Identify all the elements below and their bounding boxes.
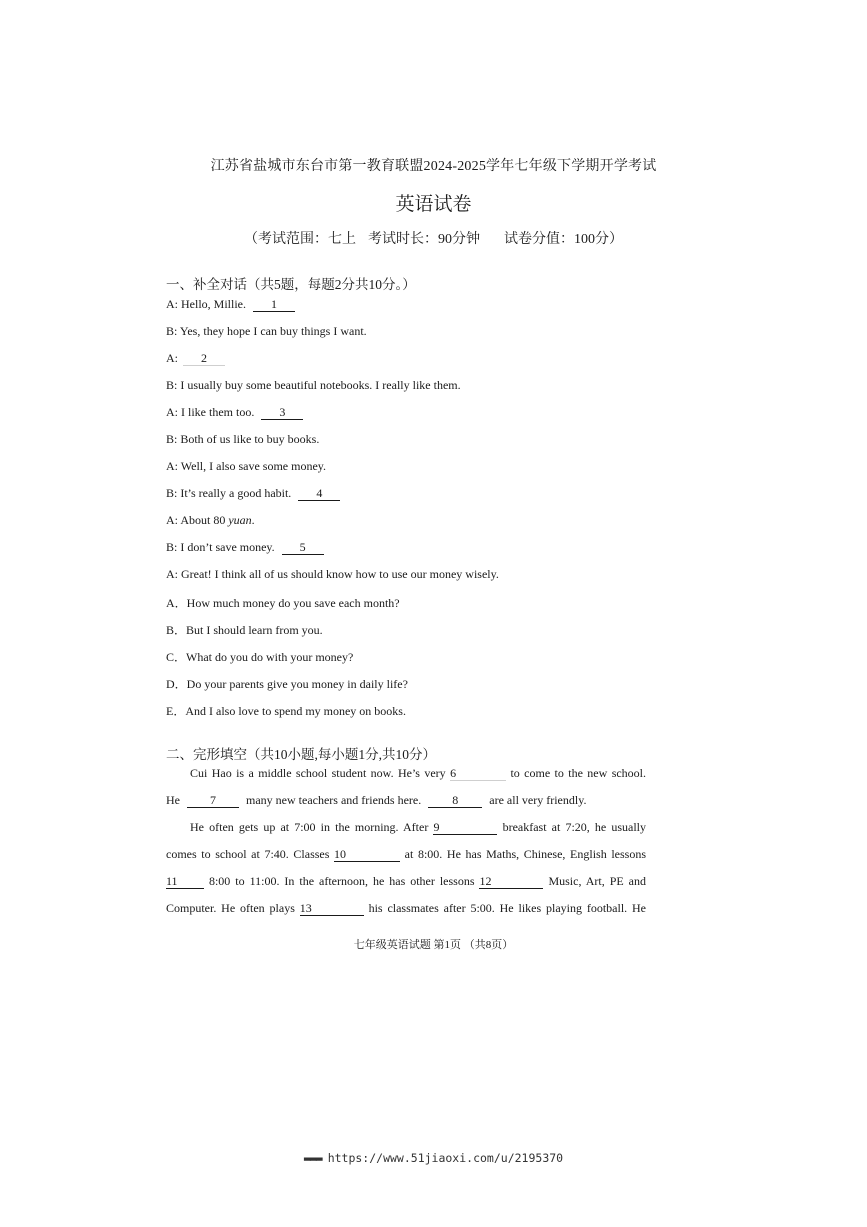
dialog-text: B: It’s really a good habit. <box>166 486 292 500</box>
dialog-line: B: Both of us like to buy books. <box>166 432 320 446</box>
option-c: C．What do you do with your money? <box>166 650 354 664</box>
dialog-line <box>166 405 303 420</box>
dialog-text: A: About 80 <box>166 513 229 527</box>
passage-text: breakfast at 7:20, he usually <box>502 820 646 834</box>
passage-line <box>190 820 646 835</box>
option-a: A．How much money do you save each month? <box>166 596 400 610</box>
passage-line <box>166 901 646 916</box>
dialog-line <box>166 351 225 366</box>
passage-text: 8:00 to 11:00. In the afternoon, he has other lessons <box>208 874 475 888</box>
dialog-line <box>166 513 255 528</box>
option-b: B．But I should learn from you. <box>166 623 323 637</box>
answer-blank: 7 <box>187 794 239 808</box>
answer-blank: 1 <box>253 298 295 312</box>
answer-blank: 2 <box>183 352 225 366</box>
dialog-text: . <box>251 513 255 527</box>
dialog-line: A: Well, I also save some money. <box>166 459 327 473</box>
answer-blank: 8 <box>428 794 482 808</box>
answer-blank: 4 <box>298 487 340 501</box>
dialog-italic-text: yuan <box>228 513 252 527</box>
answer-blank: 10 <box>334 848 400 862</box>
passage-line <box>166 874 646 889</box>
exam-scope: （考试范围：七上 <box>244 232 356 247</box>
passage-text: Computer. He often plays <box>166 901 295 915</box>
exam-info <box>0 228 867 248</box>
url-text: https://www.51jiaoxi.com/u/2195370 <box>327 1151 564 1165</box>
passage-text: many new teachers and friends here. <box>246 793 422 807</box>
option-d: D．Do your parents give you money in daily life? <box>166 677 408 691</box>
passage-text: his classmates after 5:00. He likes playing football. He <box>368 901 647 915</box>
passage-line <box>190 766 646 781</box>
section1-heading: 一、补全对话（共5题，每题2分共10分。） <box>166 277 416 292</box>
exam-subject: 英语试卷 <box>395 194 472 215</box>
passage-line <box>166 793 646 808</box>
exam-title: 江苏省盐城市东台市第一教育联盟2024-2025学年七年级下学期开学考试 <box>210 159 657 174</box>
passage-text: to come to the new school. <box>510 766 647 780</box>
watermark-url <box>0 1151 867 1165</box>
url-decoration-icon: ▬▬▬ <box>303 1151 322 1165</box>
passage-text: are all very friendly. <box>489 793 587 807</box>
dialog-line <box>166 486 340 501</box>
passage-text: at 8:00. He has Maths, Chinese, English lessons <box>404 847 646 861</box>
passage-text: He <box>166 793 180 807</box>
dialog-line <box>166 297 295 312</box>
dialog-line: A: Great! I think all of us should know how to use our money wisely. <box>166 567 499 581</box>
dialog-text: A: <box>166 351 178 365</box>
answer-blank: 5 <box>282 541 324 555</box>
passage-text: Music, Art, PE and <box>548 874 646 888</box>
section2-heading: 二、完形填空（共10小题,每小题1分,共10分） <box>166 747 436 762</box>
passage-text: He often gets up at 7:00 in the morning. After <box>190 820 429 834</box>
passage-text: comes to school at 7:40. Classes <box>166 847 330 861</box>
answer-blank: 13 <box>300 902 364 916</box>
dialog-line: B: I usually buy some beautiful notebooks. I really like them. <box>166 378 461 392</box>
passage-text: Cui Hao is a middle school student now. He’s very <box>190 766 446 780</box>
answer-blank: 11 <box>166 875 204 889</box>
dialog-text: A: Hello, Millie. <box>166 297 246 311</box>
dialog-line: B: Yes, they hope I can buy things I want. <box>166 324 367 338</box>
answer-blank: 6 <box>450 767 506 781</box>
answer-blank: 3 <box>261 406 303 420</box>
page-footer: 七年级英语试题 第1页 （共8页） <box>353 939 514 951</box>
answer-blank: 9 <box>433 821 497 835</box>
dialog-line <box>166 540 324 555</box>
exam-duration: 考试时长：90分钟 <box>368 232 480 247</box>
dialog-text: A: I like them too. <box>166 405 255 419</box>
dialog-text: B: I don’t save money. <box>166 540 275 554</box>
option-e: E．And I also love to spend my money on books. <box>166 704 406 718</box>
answer-blank: 12 <box>479 875 543 889</box>
exam-score: 试卷分值：100分） <box>504 232 623 247</box>
passage-line <box>166 847 646 862</box>
